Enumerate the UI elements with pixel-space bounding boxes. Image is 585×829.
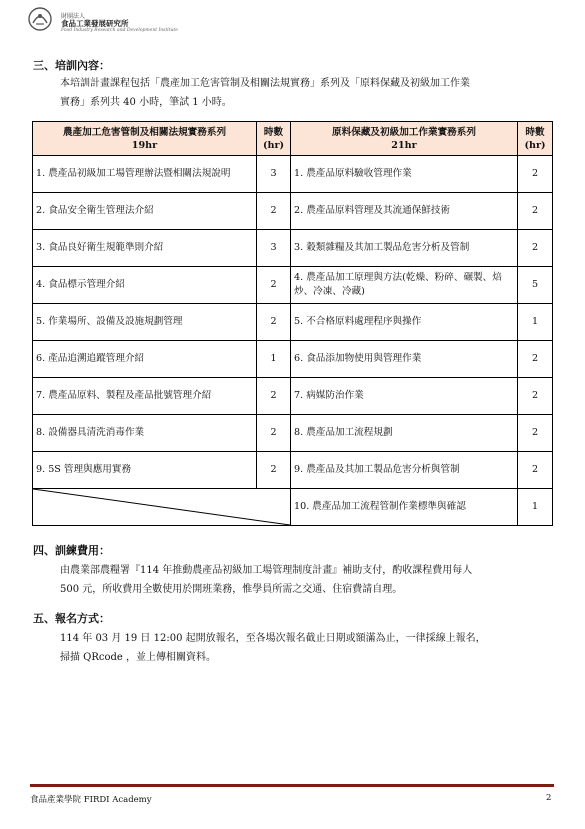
table-row xyxy=(33,341,553,378)
right-course-hours: 2 xyxy=(518,415,553,452)
table-row xyxy=(33,378,553,415)
left-course: 9. 5S 管理與應用實務 xyxy=(33,452,257,489)
right-course: 6. 食品添加物使用與管理作業 xyxy=(291,341,518,378)
table-row xyxy=(33,304,553,341)
page-number: 2 xyxy=(546,793,552,803)
firdi-logo xyxy=(27,6,177,36)
section-5-heading: 五、報名方式： xyxy=(33,612,110,625)
left-course: 2. 食品安全衛生管理法介紹 xyxy=(33,193,257,230)
section-5-line-2: 掃描 QRcode ，並上傳相關資料。 xyxy=(60,652,217,663)
right-course: 1. 農產品原料驗收管理作業 xyxy=(291,156,518,193)
table-row xyxy=(33,193,553,230)
left-hours-header xyxy=(257,122,291,156)
hours-label: 時數 xyxy=(263,126,284,138)
table-row xyxy=(33,415,553,452)
section-4-paragraph xyxy=(60,561,552,599)
hours-label: 時數 xyxy=(525,126,545,138)
left-course: 5. 作業場所、設備及設施規劃管理 xyxy=(33,304,257,341)
right-course-hours: 2 xyxy=(518,341,553,378)
right-course: 5. 不合格原料處理程序與操作 xyxy=(291,304,518,341)
right-course: 10. 農產品加工流程管制作業標準與確認 xyxy=(291,489,518,526)
course-table xyxy=(32,121,553,526)
right-course: 9. 農產品及其加工製品危害分析與管制 xyxy=(291,452,518,489)
footer-academy-name: 食品產業學院 FIRDI Academy xyxy=(30,795,152,805)
table-header-row xyxy=(33,122,553,156)
section-4-heading: 四、訓練費用： xyxy=(33,544,110,557)
section-5-line-1: 114 年 03 月 19 日 12:00 起開放報名，至各場次報名截止日期或額滿為止，一律採線上報名， xyxy=(60,633,486,644)
right-course: 8. 農產品加工流程規劃 xyxy=(291,415,518,452)
table-row xyxy=(33,230,553,267)
left-course: 6. 產品追溯追蹤管理介紹 xyxy=(33,341,257,378)
right-course: 4. 農產品加工原理與方法(乾燥、粉碎、碾製、焙炒、冷凍、冷藏) xyxy=(291,267,518,304)
section-4-line-2: 500 元，所收費用全數使用於開班業務，惟學員所需之交通、住宿費請自理。 xyxy=(60,584,403,595)
table-row xyxy=(33,452,553,489)
section-3-paragraph xyxy=(60,74,552,112)
right-course-hours: 2 xyxy=(518,193,553,230)
left-series-hours: 19hr xyxy=(131,139,158,151)
right-course-hours: 1 xyxy=(518,304,553,341)
section-4-line-1: 由農業部農糧署『114 年推動農產品初級加工場管理制度計畫』補助支付，酌收課程費用每人 xyxy=(60,565,473,576)
section-5-paragraph xyxy=(60,629,552,667)
section-3-heading: 三、培訓內容： xyxy=(33,59,110,72)
right-hours-header xyxy=(518,122,553,156)
left-course-hours: 2 xyxy=(257,452,291,489)
hours-unit: (hr) xyxy=(524,139,546,151)
right-series-header xyxy=(291,122,518,156)
section-3-line-2: 實務」系列共 40 小時，筆試 1 小時。 xyxy=(60,97,232,108)
left-series-title: 農產加工危害管制及相關法規實務系列 xyxy=(62,126,227,138)
left-course-hours: 2 xyxy=(257,267,291,304)
left-course: 1. 農產品初級加工場管理辦法暨相關法規說明 xyxy=(33,156,257,193)
left-course-hours: 1 xyxy=(257,341,291,378)
right-series-title: 原料保藏及初級加工作業實務系列 xyxy=(332,126,476,138)
right-course-hours: 1 xyxy=(518,489,553,526)
table-row xyxy=(33,267,553,304)
left-course-hours: 2 xyxy=(257,415,291,452)
table-row xyxy=(33,156,553,193)
right-course-hours: 5 xyxy=(518,267,553,304)
right-course-hours: 2 xyxy=(518,156,553,193)
left-course-hours: 3 xyxy=(257,156,291,193)
hours-unit: (hr) xyxy=(262,139,285,151)
right-course: 7. 病媒防治作業 xyxy=(291,378,518,415)
table-row-last xyxy=(33,489,553,526)
left-course: 8. 設備器具清洗消毒作業 xyxy=(33,415,257,452)
right-series-hours: 21hr xyxy=(391,139,417,151)
left-series-header xyxy=(33,122,257,156)
logo-org-line: 財團法人 xyxy=(61,13,86,20)
right-course: 3. 穀類雜糧及其加工製品危害分析及管制 xyxy=(291,230,518,267)
left-course-hours: 2 xyxy=(257,193,291,230)
left-course: 7. 農產品原料、製程及產品批號管理介紹 xyxy=(33,378,257,415)
right-course-hours: 2 xyxy=(518,452,553,489)
left-course-hours: 2 xyxy=(257,378,291,415)
empty-diagonal-cell xyxy=(33,489,291,526)
firdi-logo-icon xyxy=(27,6,55,32)
section-3-line-1: 本培訓計畫課程包括「農產加工危害管制及相關法規實務」系列及「原料保藏及初級加工作業 xyxy=(60,78,470,89)
right-course: 2. 農產品原料管理及其流通保鮮技術 xyxy=(291,193,518,230)
logo-english-name: Food Industry Research and Development Institute xyxy=(61,28,178,33)
left-course-hours: 2 xyxy=(257,304,291,341)
right-course-hours: 2 xyxy=(518,378,553,415)
left-course-hours: 3 xyxy=(257,230,291,267)
diagonal-line xyxy=(33,489,290,525)
logo-institute-name: 食品工業發展研究所 xyxy=(61,19,129,28)
left-course: 4. 食品標示管理介紹 xyxy=(33,267,257,304)
right-course-hours: 2 xyxy=(518,230,553,267)
left-course: 3. 食品良好衛生規範準則介紹 xyxy=(33,230,257,267)
footer-rule xyxy=(30,784,554,787)
